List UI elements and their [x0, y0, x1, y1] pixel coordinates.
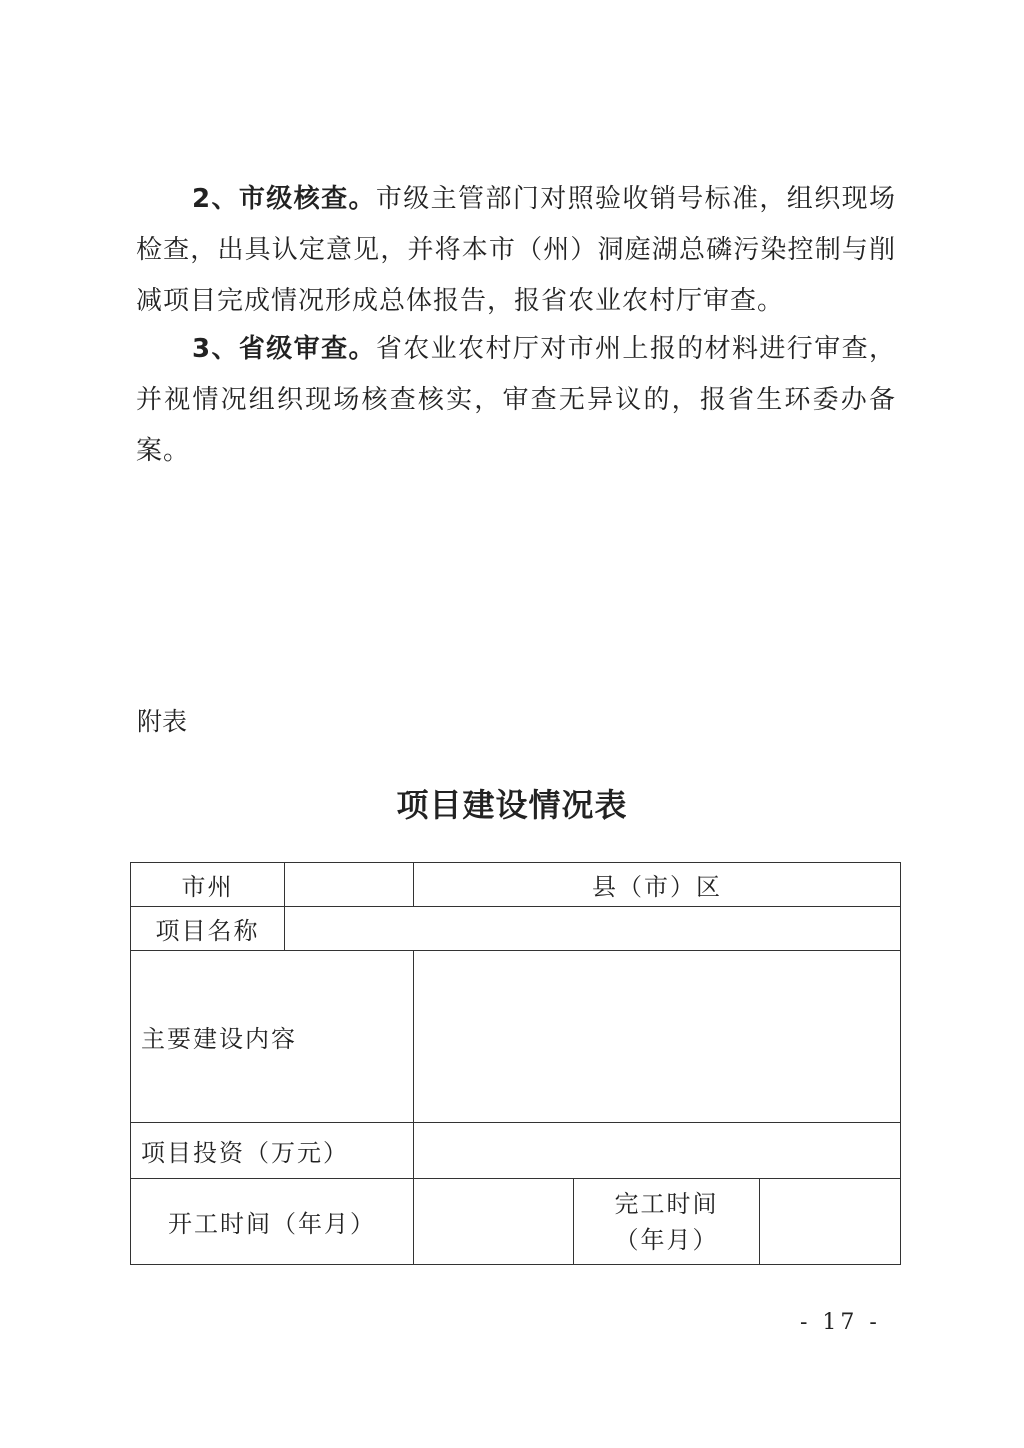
paragraph-body: 省农业农村厅对市州上报的材料进行审查，并视情况组织现场核查核实，审查无异议的，报省生环委办备案。: [136, 334, 896, 466]
start-time-value: [414, 1179, 574, 1265]
end-time-label-line2: （年月）: [614, 1225, 719, 1254]
start-time-label: 开工时间（年月）: [131, 1179, 414, 1265]
paragraph-province-review: [136, 324, 896, 477]
table-title: 项目建设情况表: [396, 786, 628, 824]
appendix-label: 附表: [137, 707, 188, 736]
construction-label: 主要建设内容: [131, 951, 414, 1123]
paragraph-city-review: [136, 174, 896, 327]
investment-value: [414, 1123, 901, 1179]
project-construction-table: [130, 862, 901, 1265]
project-name-value: [285, 907, 901, 951]
paragraph-body: 市级主管部门对照验收销号标准，组织现场检查，出具认定意见，并将本市（州）洞庭湖总磷污染控制与削减项目完成情况形成总体报告，报省农业农村厅审查。: [136, 184, 896, 316]
construction-value: [414, 951, 901, 1123]
end-time-label-line1: 完工时间: [614, 1189, 719, 1218]
end-time-label: [574, 1179, 760, 1265]
city-label: 市州: [131, 863, 285, 907]
paragraph-heading: 2、市级核查。: [192, 184, 376, 214]
project-name-label: 项目名称: [131, 907, 285, 951]
investment-label: 项目投资（万元）: [131, 1123, 414, 1179]
page-number: - 17 -: [800, 1310, 881, 1335]
city-value: [285, 863, 414, 907]
county-label: 县（市）区: [414, 863, 901, 907]
end-time-value: [760, 1179, 901, 1265]
paragraph-heading: 3、省级审查。: [192, 334, 376, 364]
